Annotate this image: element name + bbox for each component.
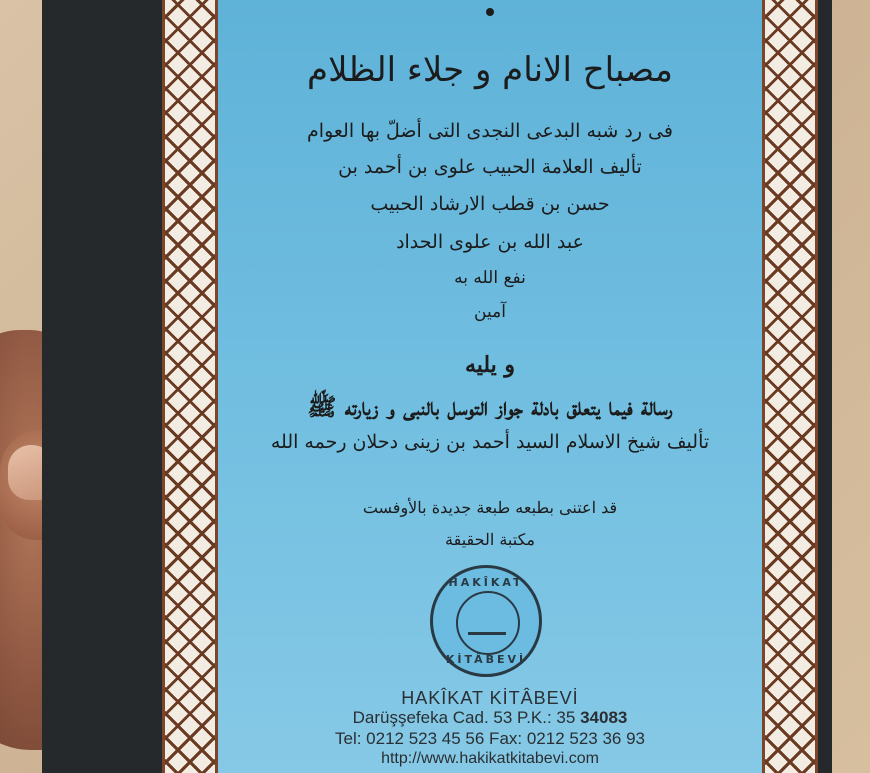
open-book-icon	[468, 610, 506, 635]
right-ornamental-border	[762, 0, 818, 773]
second-author-line: تأليف شيخ الاسلام السيد أحمد بن زينى دحلان رحمه الله	[270, 431, 710, 453]
prayer-line: نفع الله به	[454, 268, 526, 288]
publisher-website: http://www.hakikatkitabevi.com	[381, 750, 599, 767]
left-ornamental-border	[162, 0, 218, 773]
author-line-3: عبد الله بن علوى الحداد	[396, 231, 584, 253]
subtitle-line-1: فى رد شبه البدعى النجدى التى أضلّ بها العوام	[307, 120, 673, 142]
publisher-logo	[430, 565, 542, 677]
author-line-2: حسن بن قطب الارشاد الحبيب	[370, 193, 610, 215]
top-dot-ornament	[486, 8, 494, 16]
author-line-1: تأليف العلامة الحبيب علوى بن أحمد بن	[338, 156, 642, 178]
amen-line: آمين	[474, 302, 506, 322]
publisher-phone: Tel: 0212 523 45 56 Fax: 0212 523 36 93	[334, 729, 646, 748]
logo-bottom-text: KİTÂBEVİ	[445, 653, 527, 666]
publisher-name: HAKÎKAT KİTÂBEVİ	[401, 688, 579, 708]
cover-panel	[218, 0, 762, 773]
publisher-address	[218, 708, 762, 728]
book-title: مصباح الانام و جلاء الظلام	[307, 50, 673, 90]
logo-top-text: HAKÎKAT	[448, 576, 524, 589]
print-note: قد اعتنى بطبعه طبعة جديدة بالأوفست	[362, 498, 618, 517]
postal-code: 34083	[580, 708, 628, 727]
second-title: رسالة فيما يتعلق بادلة جواز التوسل بالنبى و زيارته ﷺ	[307, 392, 673, 421]
followed-by-label: و يليه	[464, 352, 516, 378]
address-text: Darüşşefeka Cad. 53 P.K.: 35	[352, 708, 576, 727]
library-name-arabic: مكتبة الحقيقة	[445, 530, 535, 549]
